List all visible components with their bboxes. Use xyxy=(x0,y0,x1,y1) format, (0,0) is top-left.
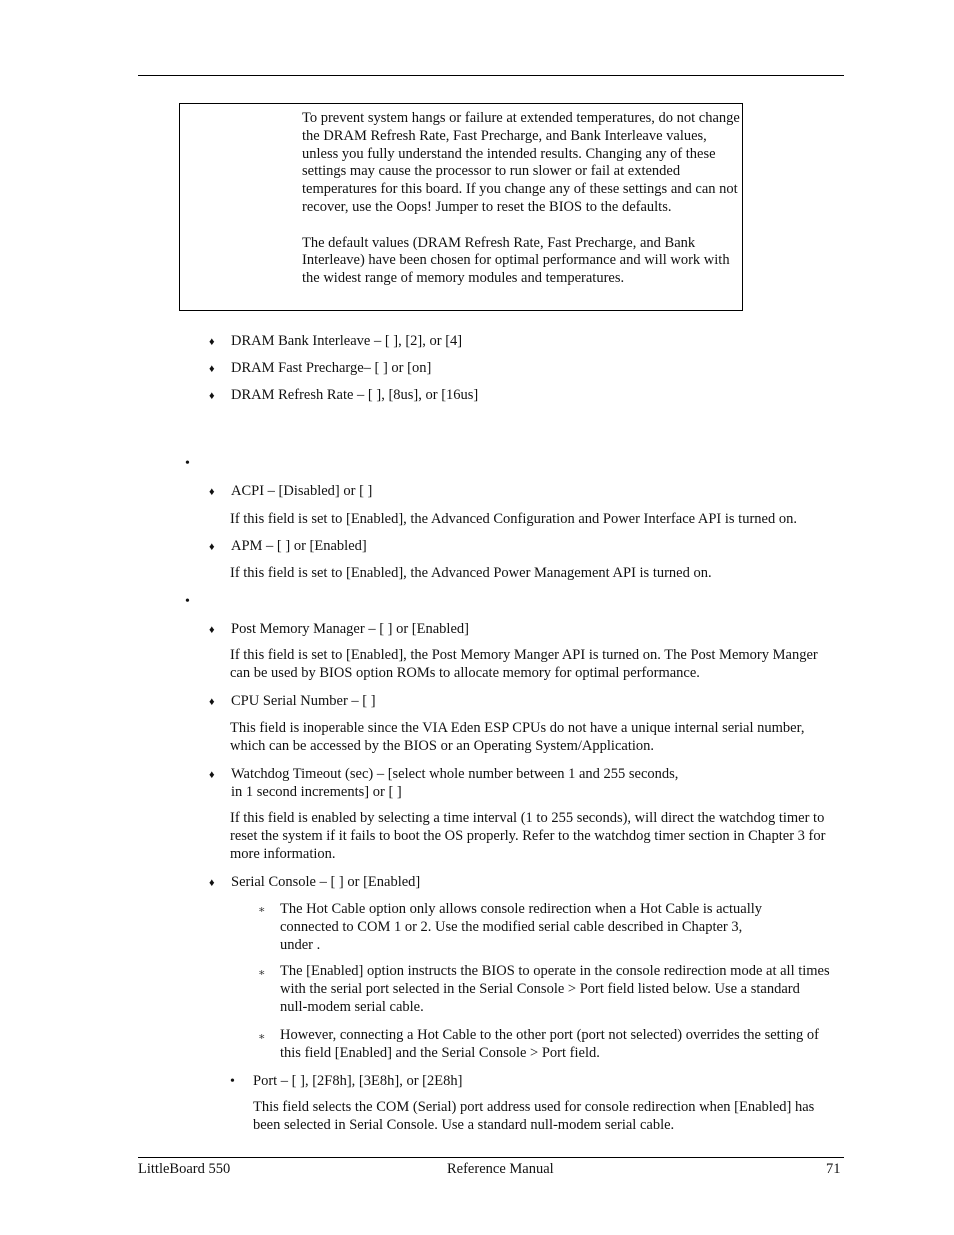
asterisk-bullet-icon: ∗ xyxy=(258,904,266,916)
apm-option: APM – [ ] or [Enabled] xyxy=(231,538,367,554)
footer-document-title: Reference Manual xyxy=(447,1161,554,1177)
diamond-bullet-icon: ♦ xyxy=(209,696,215,708)
asterisk-bullet-icon: ∗ xyxy=(258,1031,266,1043)
caution-paragraph-1: To prevent system hangs or failure at extended temperatures, do not change the DRAM Refresh Rate, Fast Precharge, and Bank Interleave values, unless you fully understand the intended results. Changing any of these settings may cause the processor to run slower or fail at extended temperatures for this board. If you change any of these settings and can not recover, use the Oops! Jumper to reset the BIOS to the defaults. xyxy=(302,110,740,215)
caution-note-box xyxy=(179,103,743,311)
serial-console-note-2: The [Enabled] option instructs the BIOS to operate in the console redirection mode at all times with the serial port selected in the Serial Console > Port field listed below. Use a standard null-modem serial cable. xyxy=(280,963,830,1015)
serial-console-note-3: However, connecting a Hot Cable to the other port (port not selected) overrides the setting of this field [Enabled] and the Serial Console > Port field. xyxy=(280,1027,819,1061)
asterisk-bullet-icon: ∗ xyxy=(258,967,266,979)
watchdog-timeout-description: If this field is enabled by selecting a time interval (1 to 255 seconds), will direct the watchdog timer to reset the system if it fails to boot the OS properly. Refer to the watchdog timer section in Chapter 3 for more information. xyxy=(230,810,826,862)
port-description: This field selects the COM (Serial) port address used for console redirection when [Enabled] has been selected in Serial Console. Use a standard null-modem serial cable. xyxy=(253,1099,815,1133)
watchdog-timeout-option-line2: in 1 second increments] or [ ] xyxy=(231,784,402,800)
diamond-bullet-icon: ♦ xyxy=(209,769,215,781)
diamond-bullet-icon: ♦ xyxy=(209,624,215,636)
post-memory-manager-description: If this field is set to [Enabled], the Post Memory Manger API is turned on. The Post Memory Manger can be used by BIOS option ROMs to allocate memory for optimal performance. xyxy=(230,647,818,681)
diamond-bullet-icon: ♦ xyxy=(209,336,215,348)
dram-fast-precharge-option: DRAM Fast Precharge– [ ] or [on] xyxy=(231,360,432,376)
diamond-bullet-icon: ♦ xyxy=(209,541,215,553)
dram-bank-interleave-option: DRAM Bank Interleave – [ ], [2], or [4] xyxy=(231,333,463,349)
diamond-bullet-icon: ♦ xyxy=(209,877,215,889)
section-bullet-icon: • xyxy=(185,456,190,471)
serial-console-note-1-line2: connected to COM 1 or 2. Use the modified serial cable described in Chapter 3, xyxy=(280,919,743,935)
footer-product-name: LittleBoard 550 xyxy=(138,1161,231,1177)
cpu-serial-number-option: CPU Serial Number – [ ] xyxy=(231,693,376,709)
serial-console-option: Serial Console – [ ] or [Enabled] xyxy=(231,874,421,890)
caution-note-text xyxy=(302,110,742,288)
cpu-serial-number-description: This field is inoperable since the VIA Eden ESP CPUs do not have a unique internal serial number, which can be accessed by the BIOS or an Operating System/Application. xyxy=(230,720,805,754)
caution-paragraph-2: The default values (DRAM Refresh Rate, Fast Precharge, and Bank Interleave) have been chosen for optimal performance and will work with the widest range of memory modules and temperatures. xyxy=(302,234,730,287)
apm-description: If this field is set to [Enabled], the Advanced Power Management API is turned on. xyxy=(230,565,712,581)
diamond-bullet-icon: ♦ xyxy=(209,486,215,498)
acpi-description: If this field is set to [Enabled], the Advanced Configuration and Power Interface API is turned on. xyxy=(230,511,797,527)
post-memory-manager-option: Post Memory Manager – [ ] or [Enabled] xyxy=(231,621,469,637)
serial-console-note-1-line1: The Hot Cable option only allows console redirection when a Hot Cable is actually xyxy=(280,901,763,917)
footer-page-number: 71 xyxy=(826,1161,841,1177)
section-bullet-icon: • xyxy=(185,594,190,609)
round-bullet-icon: • xyxy=(230,1074,235,1089)
dram-refresh-rate-option: DRAM Refresh Rate – [ ], [8us], or [16us] xyxy=(231,387,479,403)
diamond-bullet-icon: ♦ xyxy=(209,390,215,402)
watchdog-timeout-option-line1: Watchdog Timeout (sec) – [select whole number between 1 and 255 seconds, xyxy=(231,766,679,782)
footer-rule xyxy=(138,1157,844,1158)
diamond-bullet-icon: ♦ xyxy=(209,363,215,375)
serial-console-note-1-line3: under . xyxy=(280,937,321,953)
port-option: Port – [ ], [2F8h], [3E8h], or [2E8h] xyxy=(253,1073,463,1089)
acpi-option: ACPI – [Disabled] or [ ] xyxy=(231,483,373,499)
header-rule xyxy=(138,75,844,76)
